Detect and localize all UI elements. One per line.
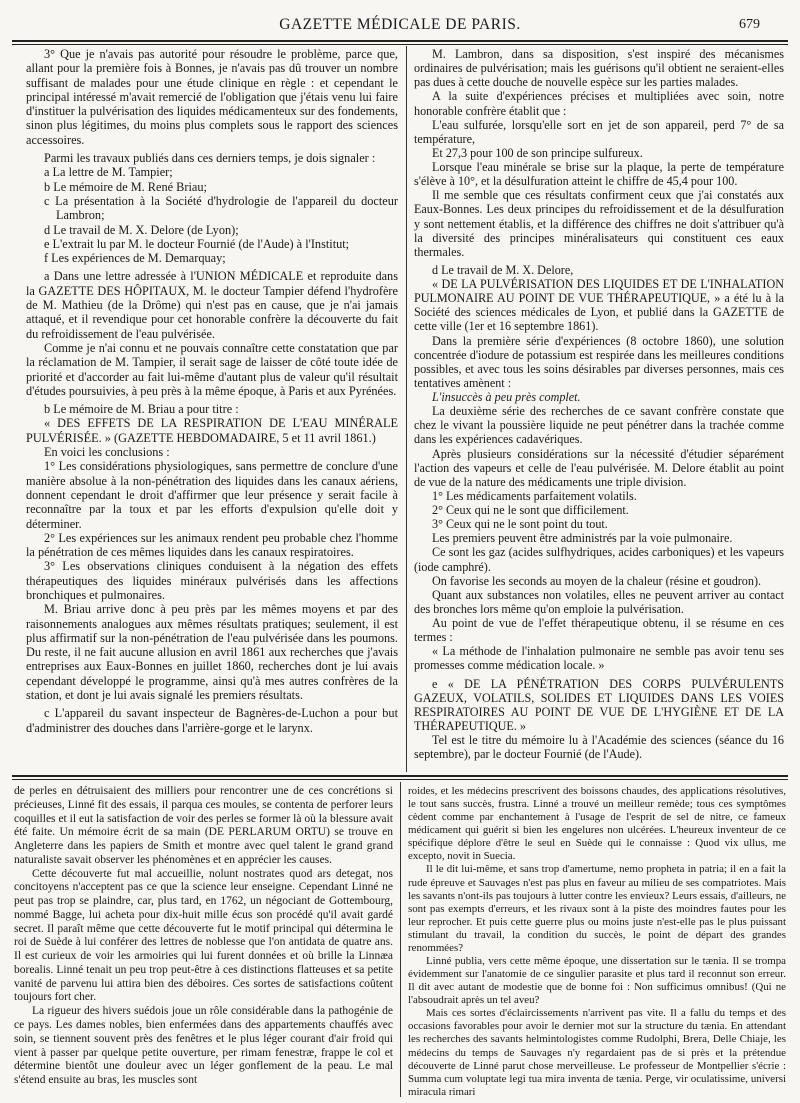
- paragraph: Au point de vue de l'effet thérapeutique obtenu, il se résume en ces termes :: [414, 616, 784, 645]
- paragraph: b Le mémoire de M. Briau a pour titre :: [44, 402, 239, 417]
- feuilleton-column-right: [408, 785, 786, 1099]
- paragraph: c L'appareil du savant inspecteur de Bagnères-de-Luchon a pour but d'administrer des douches dans l'arrière-gorge et le larynx.: [26, 706, 398, 735]
- list-item: 3° Ceux qui ne le sont point du tout.: [432, 517, 608, 532]
- paragraph: Il me semble que ces résultats confirment ceux que j'ai constatés aux Eaux-Bonnes. Les deux principes du refroidissement et de la désulfuration y sont nettement établis, et la différence des chiffres ne doit s'attribuer qu'à la diversité des principes minéralisateurs qui constituent ces eaux thermales.: [414, 188, 784, 259]
- column-divider-top: [406, 46, 407, 772]
- list-item: d Le travail de M. X. Delore (de Lyon);: [44, 222, 239, 237]
- paragraph: M. Lambron, dans sa disposition, s'est inspiré des mécanismes ordinaires de pulvérisation; mais les guérisons qu'il obtient ne seraient-elles pas dues à cette douche de nouvelle espèce sur les parties malades.: [414, 47, 784, 90]
- feuilleton-column-left: [14, 785, 393, 1088]
- paragraph: Quant aux substances non volatiles, elles ne peuvent arriver au contact des bronches lors même qu'on emploie la pulvérisation.: [414, 587, 784, 616]
- paragraph: L'insuccès à peu près complet.: [432, 390, 581, 404]
- conclusion-item: 1° Les considérations physiologiques, sans permettre de conclure d'une manière absolue à la non-pénétration des liquides dans les canaux aériens, donnent cependant le droit d'affirmer que leur présence y serait facile à reconnaître par la toux et par les efforts d'expulsion qu'elle doit y déterminer.: [26, 459, 398, 531]
- list-item: a La lettre de M. Tampier;: [44, 165, 173, 180]
- article-column-right: [414, 47, 784, 761]
- paragraph: M. Briau arrive donc à peu près par les mêmes moyens et par des raisonnements analogues aux mêmes résultats pratiques; seulement, il est plus affirmatif sur la non-pénétration de l'eau pulvérisée dans les poumons. Du reste, il ne fait aucune allusion en avril 1861 aux recherches que j'avais entreprises aux Eaux-Bonnes en juillet 1860, recherches dont je lui avais cependant développé le programme, ainsi qu'à mes autres confrères de la station, et dont je lui avais signalé les premiers résultats.: [26, 602, 398, 703]
- paragraph: La rigueur des hivers suédois joue un rôle considérable dans la pathogénie de ce pays. Les dames nobles, bien enfermées dans des appartements chauffés avec soin, se tiennent souvent près des fenêtres et le plus léger courant d'air froid qui vient à passer par quelque petite ouverture, per rimam fenestræ, frappe le col et détermine bientôt une douleur avec un léger gonflement de la peau. Le mal s'étend ensuite au bras, les muscles sont: [14, 1005, 393, 1087]
- conclusion-item: 2° Les expériences sur les animaux rendent peu probable chez l'homme la pénétration de ces mêmes liquides dans les canaux respiratoires.: [26, 530, 398, 560]
- header-rule: [12, 40, 788, 45]
- list-item: 2° Ceux qui ne le sont que difficilement.: [432, 503, 629, 517]
- paragraph: a Dans une lettre adressée à l'UNION MÉDICALE et reproduite dans la GAZETTE DES HÔPITAUX, M. le docteur Tampier défend l'hydrofère de M. Mathieu (de la Drôme) qui n'est pas en cause, que je n'ai jamais attaqué, et il revendique pour cet honorable confrère la découverte du fait du refroidissement de l'eau pulvérisée.: [26, 269, 398, 341]
- paragraph: Comme je n'ai connu et ne pouvais connaître cette constatation que par la réclamation de M. Tampier, il serait sage de laisser de côté toute idée de priorité et d'accorder au fait lui-même d'autant plus de valeur qu'il résultait d'études poursuivies, à peu près à la même époque, à Paris et aux Pyrénées.: [26, 340, 398, 398]
- paragraph: roides, et les médecins prescrivent des boissons chaudes, des applications résolutives, le tout sans succès, frustra. Linné a trouvé un meilleur remède; tous ces symptômes cèdent comme par enchantement à l'usage de l'esprit de sel de nitre, ce fameux médicament qui guérit si bien les engelures non ulcérées. L'heureux inventeur de ce spécifique déplore d'être le seul en Suède qui le connaisse : Quod vix ullus, me excepto, novit in Suecia.: [408, 785, 786, 863]
- list-item: e L'extrait lu par M. le docteur Fournié (de l'Aude) à l'Institut;: [44, 236, 350, 251]
- section-rule: [12, 775, 788, 780]
- paragraph: Ce sont les gaz (acides sulfhydriques, acides carboniques) et les vapeurs (iode camphré).: [414, 545, 784, 574]
- paragraph: Il le dit lui-même, et sans trop d'amertume, nemo propheta in patria; il en a fait la rude épreuve et Sauvages n'est pas plus en faveur au milieu de ses compatriotes. Mais les savants n'ont-ils pas toujours à lutter contre les envieux? Leurs essais, d'ailleurs, ne sont pas exempts d'erreurs, et les rivaux sont à la piste des moindres fautes pour les leur reprocher. Et puis cette guerre plus ou moins juste n'est-elle pas le plus puissant stimulant du travail, la condition du succès, le point de départ des grandes renommées?: [408, 863, 786, 954]
- paragraph: En voici les conclusions :: [44, 445, 170, 460]
- list-item: f Les expériences de M. Demarquay;: [44, 251, 226, 266]
- page-header: [0, 14, 800, 38]
- paragraph: Cette découverte fut mal accueillie, nolunt nostrates quod ars detegat, nos concitoyens n'acceptent pas ce que la science leur enseigne. Cependant Linné ne peut pas trop se plaindre, car, plus tard, en 1762, un négociant de Gottembourg, nommé Bagge, lui acheta pour dix-huit mille écus son procédé qu'il avait gardé secret. Il paraît même que cette découverte fut le motif principal qui détermina le roi de Suède à lui conférer des lettres de noblesse que l'on antidata de quatre ans. Il est curieux de voir les armoiries qui lui furent données et où brille la Linnæa borealis. Linné tenait un peu trop peut-être à ces distinctions flatteuses et sa petite vanité de parvenu lui attira bien des déboires. Ces sortes de satisfactions coûtent toujours fort cher.: [14, 867, 393, 1004]
- paragraph: La deuxième série des recherches de ce savant confrère constate que chez le vivant la poussière liquide ne peut pénétrer dans la trachée comme dans les expériences cadavériques.: [414, 404, 784, 447]
- paragraph: d Le travail de M. X. Delore,: [432, 262, 574, 277]
- paragraph: Parmi les travaux publiés dans ces derniers temps, je dois signaler :: [44, 151, 376, 166]
- list-item: b Le mémoire de M. René Briau;: [44, 179, 207, 194]
- paragraph: On favorise les seconds au moyen de la chaleur (résine et goudron).: [432, 573, 762, 588]
- paragraph: Les premiers peuvent être administrés par la voie pulmonaire.: [432, 531, 733, 546]
- memoir-title: « DES EFFETS DE LA RESPIRATION DE L'EAU MINÉRALE PULVÉRISÉE. » (GAZETTE HEBDOMADAIRE, 5 et 11 avril 1861.): [26, 416, 398, 445]
- paragraph: L'eau sulfurée, lorsqu'elle sort en jet de son appareil, perd 7° de sa température,: [414, 117, 784, 146]
- paragraph: Tel est le titre du mémoire lu à l'Académie des sciences (séance du 16 septembre), par le docteur Fournié (de l'Aude).: [414, 733, 784, 762]
- list-item: 1° Les médicaments parfaitement volatils.: [432, 488, 637, 503]
- paragraph: Mais ces sortes d'éclaircissements n'arrivent pas vite. Il a fallu du temps et des occasions favorables pour avoir le dernier mot sur la structure du tænia. En attendant les recherches des savants helmintologistes comme Rudolphi, Brera, Delle Chiaje, les médecins du temps de Sauvages n'y regardaient pas de si près et la prétendue découverte de Linné parut chose merveilleuse. Le professeur de Montpellier s'écrie : Summa cum voluptate legi tua mira inventa de tænia. Perge, vir oculatissime, universi miracula rimari: [408, 1007, 786, 1098]
- paragraph: Linné publia, vers cette même époque, une dissertation sur le tænia. Il se trompa évidemment sur l'anatomie de ce singulier parasite et plus tard il reconnut son erreur. Il dit avec autant de modestie que de bonne foi : Non sufficimus omnibus! (Qui ne l'absoudrait après un tel aveu?: [408, 955, 786, 1007]
- journal-title: GAZETTE MÉDICALE DE PARIS.: [279, 16, 521, 33]
- paragraph: Dans la première série d'expériences (8 octobre 1860), une solution concentrée d'iodure de potassium est respirée dans les meilleures conditions possibles, et avec tous les soins désirables par diverses personnes, mais ces tentatives amènent :: [414, 333, 784, 390]
- paragraph: Et 27,3 pour 100 de son principe sulfureux.: [432, 145, 643, 160]
- page-number: 679: [739, 17, 760, 32]
- memoir-title: « DE LA PULVÉRISATION DES LIQUIDES ET DE L'INHALATION PULMONAIRE AU POINT DE VUE THÉRAPEUTIQUE, » a été lu à la Société des sciences médicales de Lyon, et publié dans la GAZETTE de cette ville (1er et 16 septembre 1861).: [414, 277, 784, 334]
- quote: « La méthode de l'inhalation pulmonaire ne semble pas avoir tenu ses promesses comme médication locale. »: [414, 644, 784, 673]
- memoir-title: e « DE LA PÉNÉTRATION DES CORPS PULVÉRULENTS GAZEUX, VOLATILS, SOLIDES ET LIQUIDES DANS LES VOIES RESPIRATOIRES AU POINT DE VUE DE L'HYGIÈNE ET DE LA THÉRAPEUTIQUE. »: [414, 676, 784, 733]
- paragraph: Après plusieurs considérations sur la nécessité d'étudier séparément l'action des vapeurs et celle de l'eau pulvérisée. M. Delore établit au point de vue de la nature des médicaments une triple division.: [414, 446, 784, 489]
- paragraph: A la suite d'expériences précises et multipliées avec soin, notre honorable confrère établit que :: [414, 89, 784, 118]
- paragraph: 3° Que je n'avais pas autorité pour résoudre le problème, parce que, allant pour la première fois à Bonnes, je n'avais pas dû trouver un nombre suffisant de malades pour une étude clinique en règle : et cependant le principal intéressé m'avait remercié de l'obligation que j'étais venu lui faire d'instituer la pulvérisation des liquides médicamenteux sur des fondements, sinon plus légitimes, du moins plus complets sous le rapport des sciences accessoires.: [26, 47, 398, 147]
- list-item: c La présentation à la Société d'hydrologie de l'appareil du docteur Lambron;: [44, 193, 398, 223]
- conclusion-item: 3° Les observations cliniques conduisent à la négation des effets thérapeutiques des liquides minéraux pulvérisés dans les affections bronchiques et pulmonaires.: [26, 559, 398, 602]
- column-divider-bottom: [400, 782, 401, 1097]
- paragraph: Lorsque l'eau minérale se brise sur la plaque, la perte de température s'élève à 10°, et la désulfuration atteint le chiffre de 45,4 pour 100.: [414, 160, 784, 189]
- article-column-left: [26, 47, 398, 735]
- paragraph: de perles en détruisaient des milliers pour rencontrer une de ces concrétions si précieuses, Linné fit des essais, il parqua ces moules, se contenta de perforer leurs coquilles et il eut la satisfaction de voir des perles se former là où la blessure avait été faite. Un mémoire écrit de sa main (DE PERLARUM ORTU) se trouve en Angleterre dans les papiers de Smith et montre avec quel talent le grand grand naturaliste savait observer les phénomènes et en apprécier les causes.: [14, 785, 393, 866]
